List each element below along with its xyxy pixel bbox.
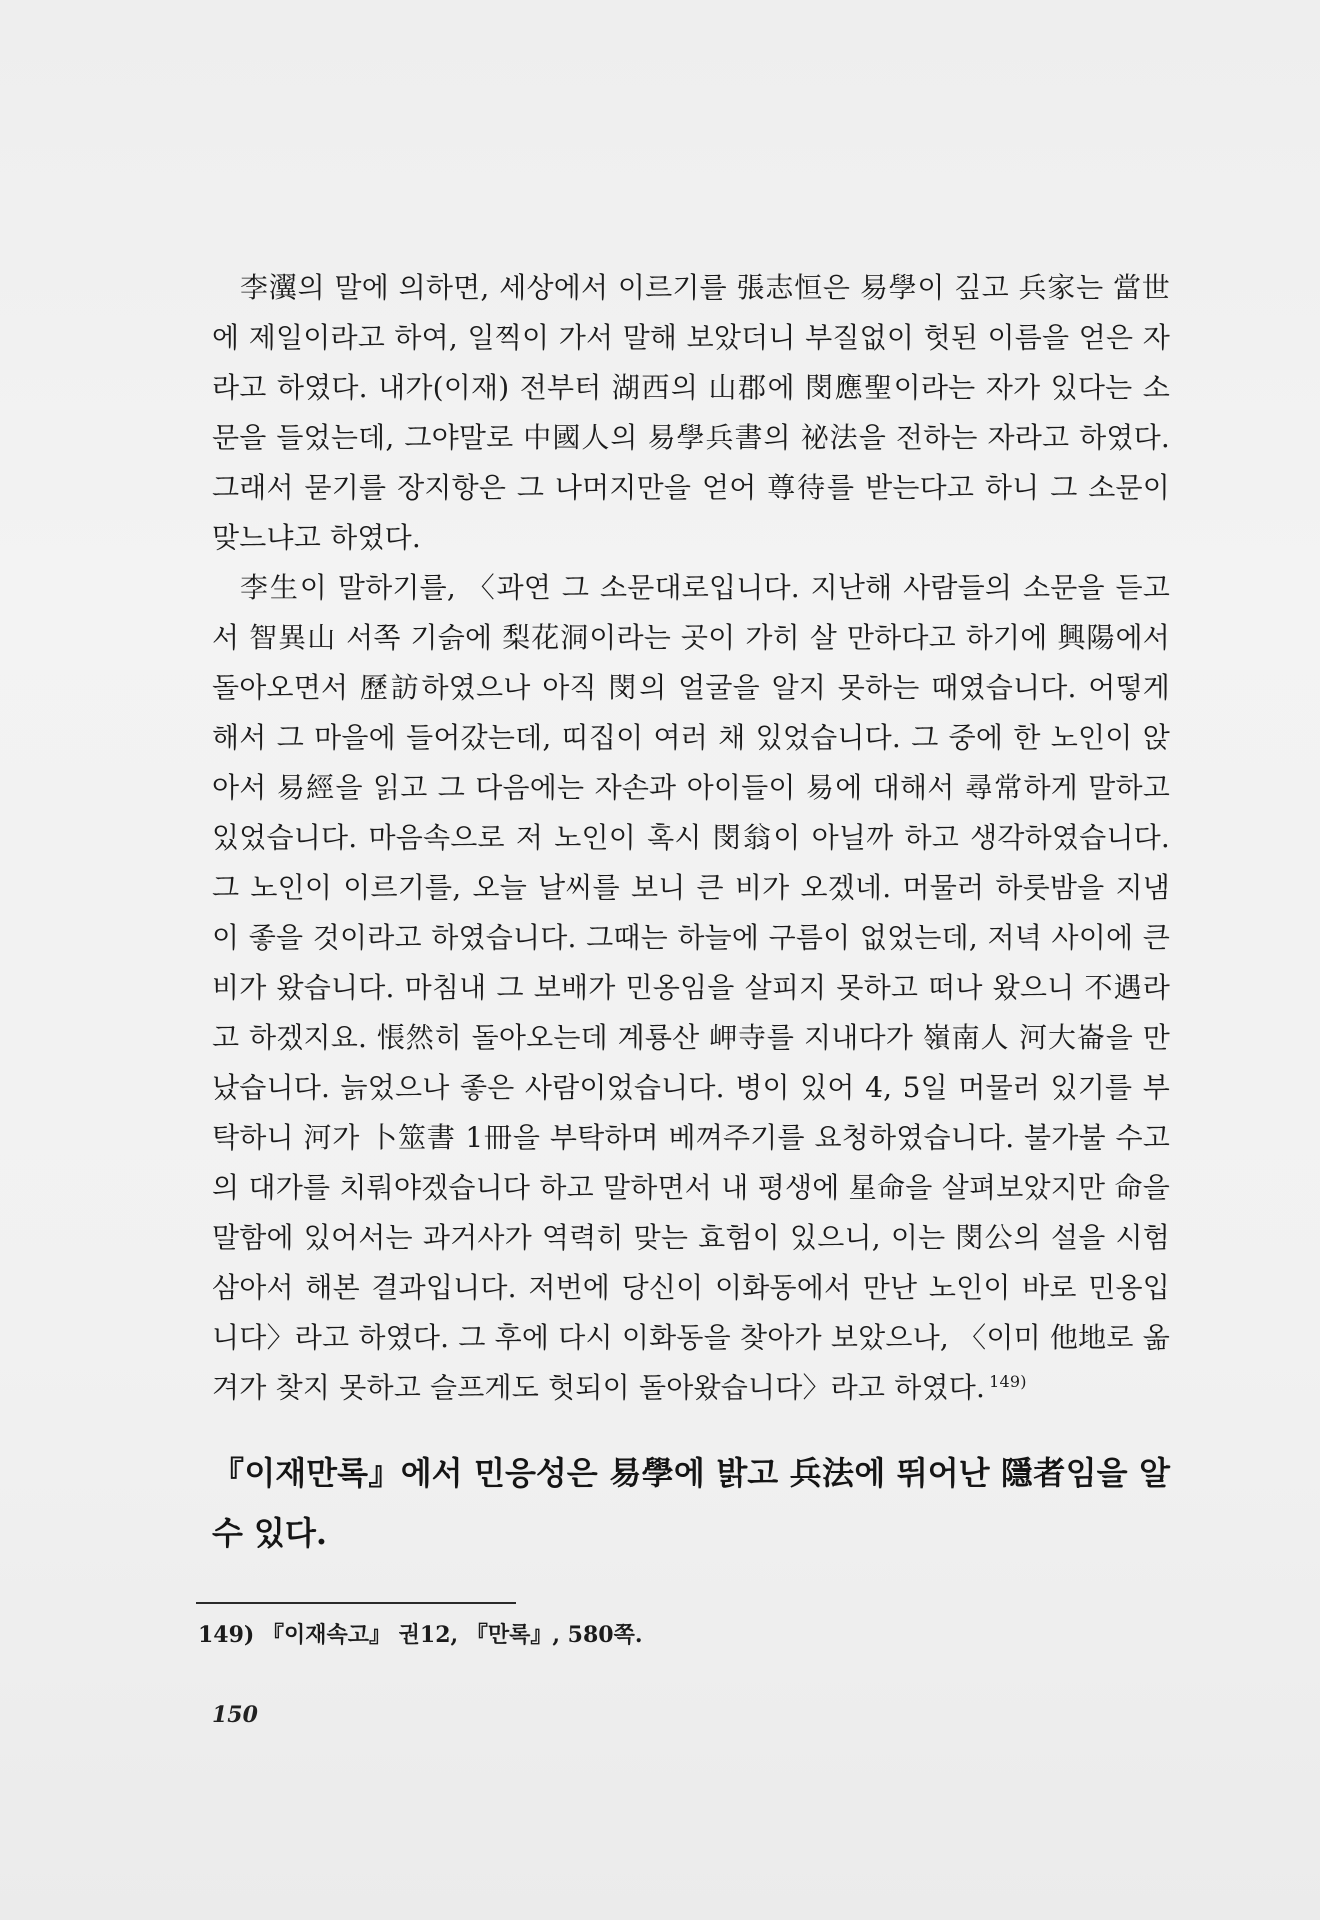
- quote-paragraph-1: 李瀷의 말에 의하면, 세상에서 이르기를 張志恒은 易學이 깊고 兵家는 當世에 제일이라고 하여, 일찍이 가서 말해 보았더니 부질없이 헛된 이름을 얻은 자라고 하였다. 내가(이재) 전부터 湖西의 山郡에 閔應聖이라는 자가 있다는 소문을 들었는데, 그야말로 中國人의 易學兵書의 祕法을 전하는 자라고 하였다. 그래서 묻기를 장지항은 그 나머지만을 얻어 尊待를 받는다고 하니 그 소문이 맞느냐고 하였다.: [212, 271, 1170, 554]
- quote-paragraph-2: [212, 563, 1170, 1413]
- main-text: [212, 263, 1170, 1563]
- quote-paragraph-2-text: 李生이 말하기를, 〈과연 그 소문대로입니다. 지난해 사람들의 소문을 듣고서 智異山 서쪽 기슭에 梨花洞이라는 곳이 가히 살 만하다고 하기에 興陽에서 돌아오면서 歷訪하였으나 아직 閔의 얼굴을 알지 못하는 때였습니다. 어떻게 해서 그 마을에 들어갔는데, 띠집이 여러 채 있었습니다. 그 중에 한 노인이 앉아서 易經을 읽고 그 다음에는 자손과 아이들이 易에 대해서 尋常하게 말하고 있었습니다. 마음속으로 저 노인이 혹시 閔翁이 아닐까 하고 생각하였습니다. 그 노인이 이르기를, 오늘 날씨를 보니 큰 비가 오겠네. 머물러 하룻밤을 지냄이 좋을 것이라고 하였습니다. 그때는 하늘에 구름이 없었는데, 저녁 사이에 큰 비가 왔습니다. 마침내 그 보배가 민옹임을 살피지 못하고 떠나 왔으니 不遇라고 하겠지요. 悵然히 돌아오는데 계룡산 岬寺를 지내다가 嶺南人 河大崙을 만났습니다. 늙었으나 좋은 사람이었습니다. 병이 있어 4, 5일 머물러 있기를 부탁하니 河가 卜筮書 1冊을 부탁하며 베껴주기를 요청하였습니다. 불가불 수고의 대가를 치뤄야겠습니다 하고 말하면서 내 평생에 星命을 살펴보았지만 命을 말함에 있어서는 과거사가 역력히 맞는 효험이 있으니, 이는 閔公의 설을 시험삼아서 해본 결과입니다. 저번에 당신이 이화동에서 만난 노인이 바로 민옹입니다〉라고 하였다. 그 후에 다시 이화동을 찾아가 보았으나, 〈이미 他地로 옮겨가 찾지 못하고 슬프게도 헛되이 돌아왔습니다〉라고 하였다.: [212, 571, 1170, 1404]
- footnote-divider: [196, 1602, 516, 1604]
- summary-paragraph: 『이재만록』에서 민응성은 易學에 밝고 兵法에 뛰어난 隱者임을 알 수 있다.: [212, 1454, 1170, 1552]
- block-quote: [212, 263, 1170, 1413]
- footnote-reference[interactable]: 149): [989, 1371, 1027, 1391]
- page-number: 150: [212, 1702, 258, 1728]
- footnote-149: 149) 『이재속고』 권12, 『만록』, 580쪽.: [198, 1622, 643, 1648]
